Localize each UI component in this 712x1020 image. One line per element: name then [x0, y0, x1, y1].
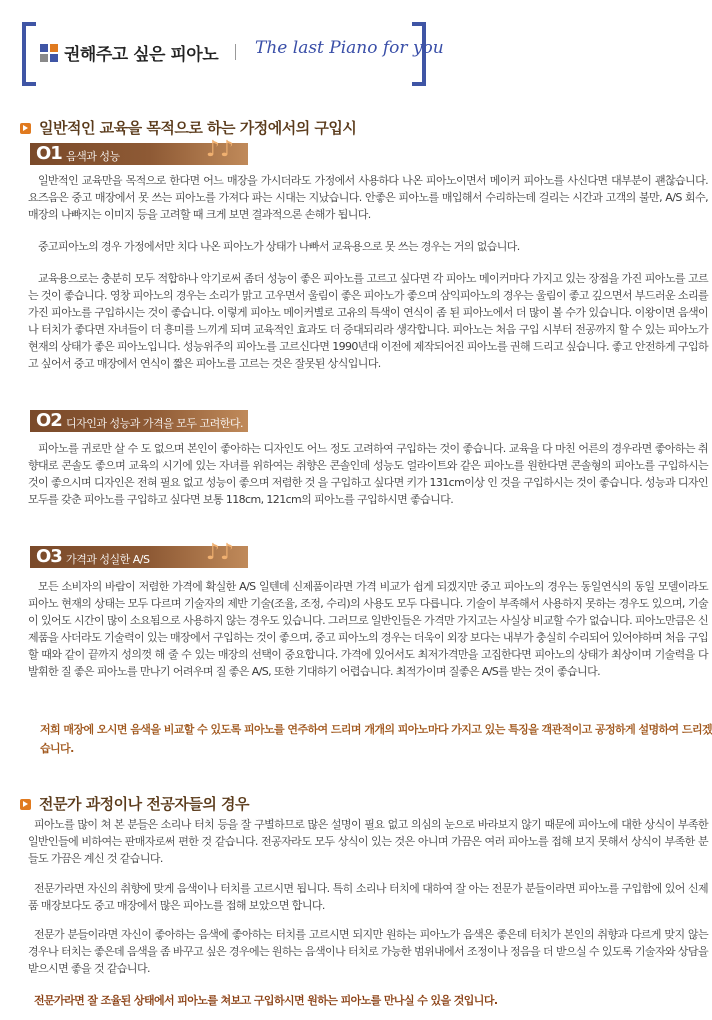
paragraph: 모든 소비자의 바람이 저렴한 가격에 확실한 A/S 일텐데 신제품이라면 가격 비교가 쉽게 되겠지만 중고 피아노의 경우는 동일연식의 동일 모델이라도 피아노 현재의 상태는 모두 다르며 기술자의 제반 기술(조율, 조정, 수리)의 사용도 모두 다릅니다. 기술이 부족해서 사용하지 못하는 경우도 있으며, 기술이 있어도 시간이 많이 소요됨으로 사용하지 않는 경우도 있습니다. 그러므로 일반인들은 가격만 가지고는 사실상 비교할 수가 없습니다. 피아노만큼은 신제품을 사더라도 기술력이 있는 매장에서 구입하는 것이 좋으며, 중고 피아노의 경우는 더욱이 외장 보다는 내부가 충실히 수리되어 있어야하며 처음 구입할 때와 같이 끝까지 성의껏 해 줄 수 있는 매장의 선택이 중요합니다. 가격에 있어서도 최저가격만을 고집한다면 피아노의 상태가 최상이며 기술력을 다 발휘한 질 좋은 피아노를 만나기 어려우며 질 좋은 A/S, 또한 기대하기 어렵습니다. 최적가이며 질좋은 A/S를 받는 것이 좋습니다.	[28, 580, 708, 678]
logo-squares-icon	[40, 44, 58, 62]
item-number: O3	[36, 546, 62, 567]
item-band-01	[30, 137, 248, 165]
arrow-bullet-icon	[20, 799, 31, 810]
title-divider	[235, 44, 236, 60]
item-band-03	[30, 540, 248, 568]
professional-emphasis-text: 전문가라면 잘 조율된 상태에서 피아노를 쳐보고 구입하시면 원하는 피아노를 만나실 수 있을 것입니다.	[34, 994, 498, 1007]
item-label: 가격과 성실한 A/S	[66, 553, 150, 566]
page-title: 권해주고 싶은 피아노	[64, 45, 219, 65]
arrow-bullet-icon	[20, 123, 31, 134]
paragraph: 일반적인 교육만을 목적으로 한다면 어느 매장을 가시더라도 가정에서 사용하다 나온 피아노이면서 메이커 피아노를 사신다면 대부분이 괜찮습니다. 요즈음은 중고 매장에서 못 쓰는 피아노를 가져다 파는 시대는 지났습니다. 안좋은 피아노를 매입해서 수리하는데 걸리는 시간과 고객의 불만, A/S 회수, 매장의 나빠지는 이미지 등을 고려할 때 크게 보면 결과적으론 손해가 됩니다.	[28, 174, 708, 221]
item-number: O2	[36, 410, 62, 431]
section-heading-text: 일반적인 교육을 목적으로 하는 가정에서의 구입시	[39, 119, 357, 137]
music-notes-icon: ♪♪	[205, 540, 234, 565]
item-label: 디자인과 성능과 가격을 모두 고려한다.	[66, 417, 243, 430]
paragraph: 피아노를 귀로만 살 수 도 없으며 본인이 좋아하는 디자인도 어느 정도 고려하여 구입하는 것이 좋습니다. 교육을 다 마친 어른의 경우라면 좋아하는 취향대로 콘솔도 좋으며 교육의 시기에 있는 자녀를 위하여는 취향은 콘솔인데 성능도 얼라이트와 같은 피아노를 원한다면 콘솔형의 피아노를 구입하시는 것이 좋으시며 디자인은 전혀 필요 없고 성능이 좋으며 저렴한 것 을 구입하고 싶다면 키가 131cm이상 인 것을 구입하시는 것이 좋습니다. 성능과 디자인 모두를 갖춘 피아노를 구입하고 싶다면 보통 118cm, 121cm의 피아노를 구입하시면 좋습니다.	[28, 442, 708, 506]
paragraph: 교육용으로는 충분히 모두 적합하나 악기로써 좀더 성능이 좋은 피아노를 고르고 싶다면 각 피아노 메이커마다 가지고 있는 장점을 가진 피아노를 고르는 것이 좋습니다. 영창 피아노의 경우는 소리가 맑고 고우면서 울림이 좋은 피아노가 좋으며 삼익피아노의 경우는 울림이 좋고 깊으면서 부드러운 소리를 가진 피아노를 구입하시는 것이 좋습니다. 이렇게 피아노 메이커별로 고유의 특색이 연식이 좀 된 피아노에서 더 많이 볼 수가 있습니다. 이왕이면 음색이나 터치가 좋다면 자녀들이 더 흥미를 느끼게 되며 교육적인 효과도 더 증대되리라 생각합니다. 피아노는 처음 구입 시부터 전공까지 할 수 있는 피아노가 현재의 상태가 좋은 피아노입니다. 성능위주의 피아노를 고르신다면 1990년대 이전에 제작되어진 피아노를 권해 드리고 싶습니다. 좋고 안전하게 구입하고 싶어서 중고 매장에서 연식이 짧은 피아노를 고르는 것은 잘못된 상식입니다.	[28, 272, 708, 370]
paragraph: 전문가라면 자신의 취향에 맞게 음색이나 터치를 고르시면 됩니다. 특히 소리나 터치에 대하여 잘 아는 전문가 분들이라면 피아노를 구입함에 있어 신제품 매장보다도 중고 매장에서 많은 피아노를 접해 보았으면 합니다.	[28, 882, 708, 912]
item-label: 음색과 성능	[66, 150, 120, 163]
item-number: O1	[36, 143, 62, 164]
paragraph: 전문가 분들이라면 자신이 좋아하는 음색에 좋아하는 터치를 고르시면 되지만 원하는 피아노가 음색은 좋은데 터치가 본인의 취향과 다르게 맞지 않는 경우나 터치는 좋은데 음색을 좀 바꾸고 싶은 경우에는 원하는 음색이나 터치로 가능한 범위내에서 조정이나 정음을 더 받으실 수 있도록 기술자와 상담을 받으시면 좋을 것 같습니다.	[28, 928, 708, 975]
paragraph: 중고피아노의 경우 가정에서만 치다 나온 피아노가 상태가 나빠서 교육용으로 못 쓰는 경우는 거의 없습니다.	[38, 240, 520, 253]
section-heading-general	[20, 117, 356, 138]
music-notes-icon: ♪♪	[205, 137, 234, 162]
store-emphasis-text: 저희 매장에 오시면 음색을 비교할 수 있도록 피아노를 연주하여 드리며 개개의 피아노마다 가지고 있는 특징을 객관적이고 공정하게 설명하여 드리겠습니다.	[40, 723, 712, 755]
page-subtitle: The last Piano for you	[255, 38, 444, 58]
section-heading-professional	[20, 793, 249, 814]
section-heading-text: 전문가 과정이나 전공자들의 경우	[39, 795, 250, 813]
header-bracket-left	[22, 22, 36, 86]
paragraph: 피아노를 많이 쳐 본 분들은 소리나 터치 등을 잘 구별하므로 많은 설명이 필요 없고 의심의 눈으로 바라보지 않기 때문에 피아노에 대한 상식이 부족한 일반인들에 비하여는 판매자로써 편한 것 같습니다. 전공자라도 모두 상식이 있는 것은 아니며 가끔은 여러 피아노를 접해 보지 못해서 상식이 부족한 분들도 가끔은 계신 것 같습니다.	[28, 818, 708, 865]
item-band-02	[30, 410, 248, 432]
